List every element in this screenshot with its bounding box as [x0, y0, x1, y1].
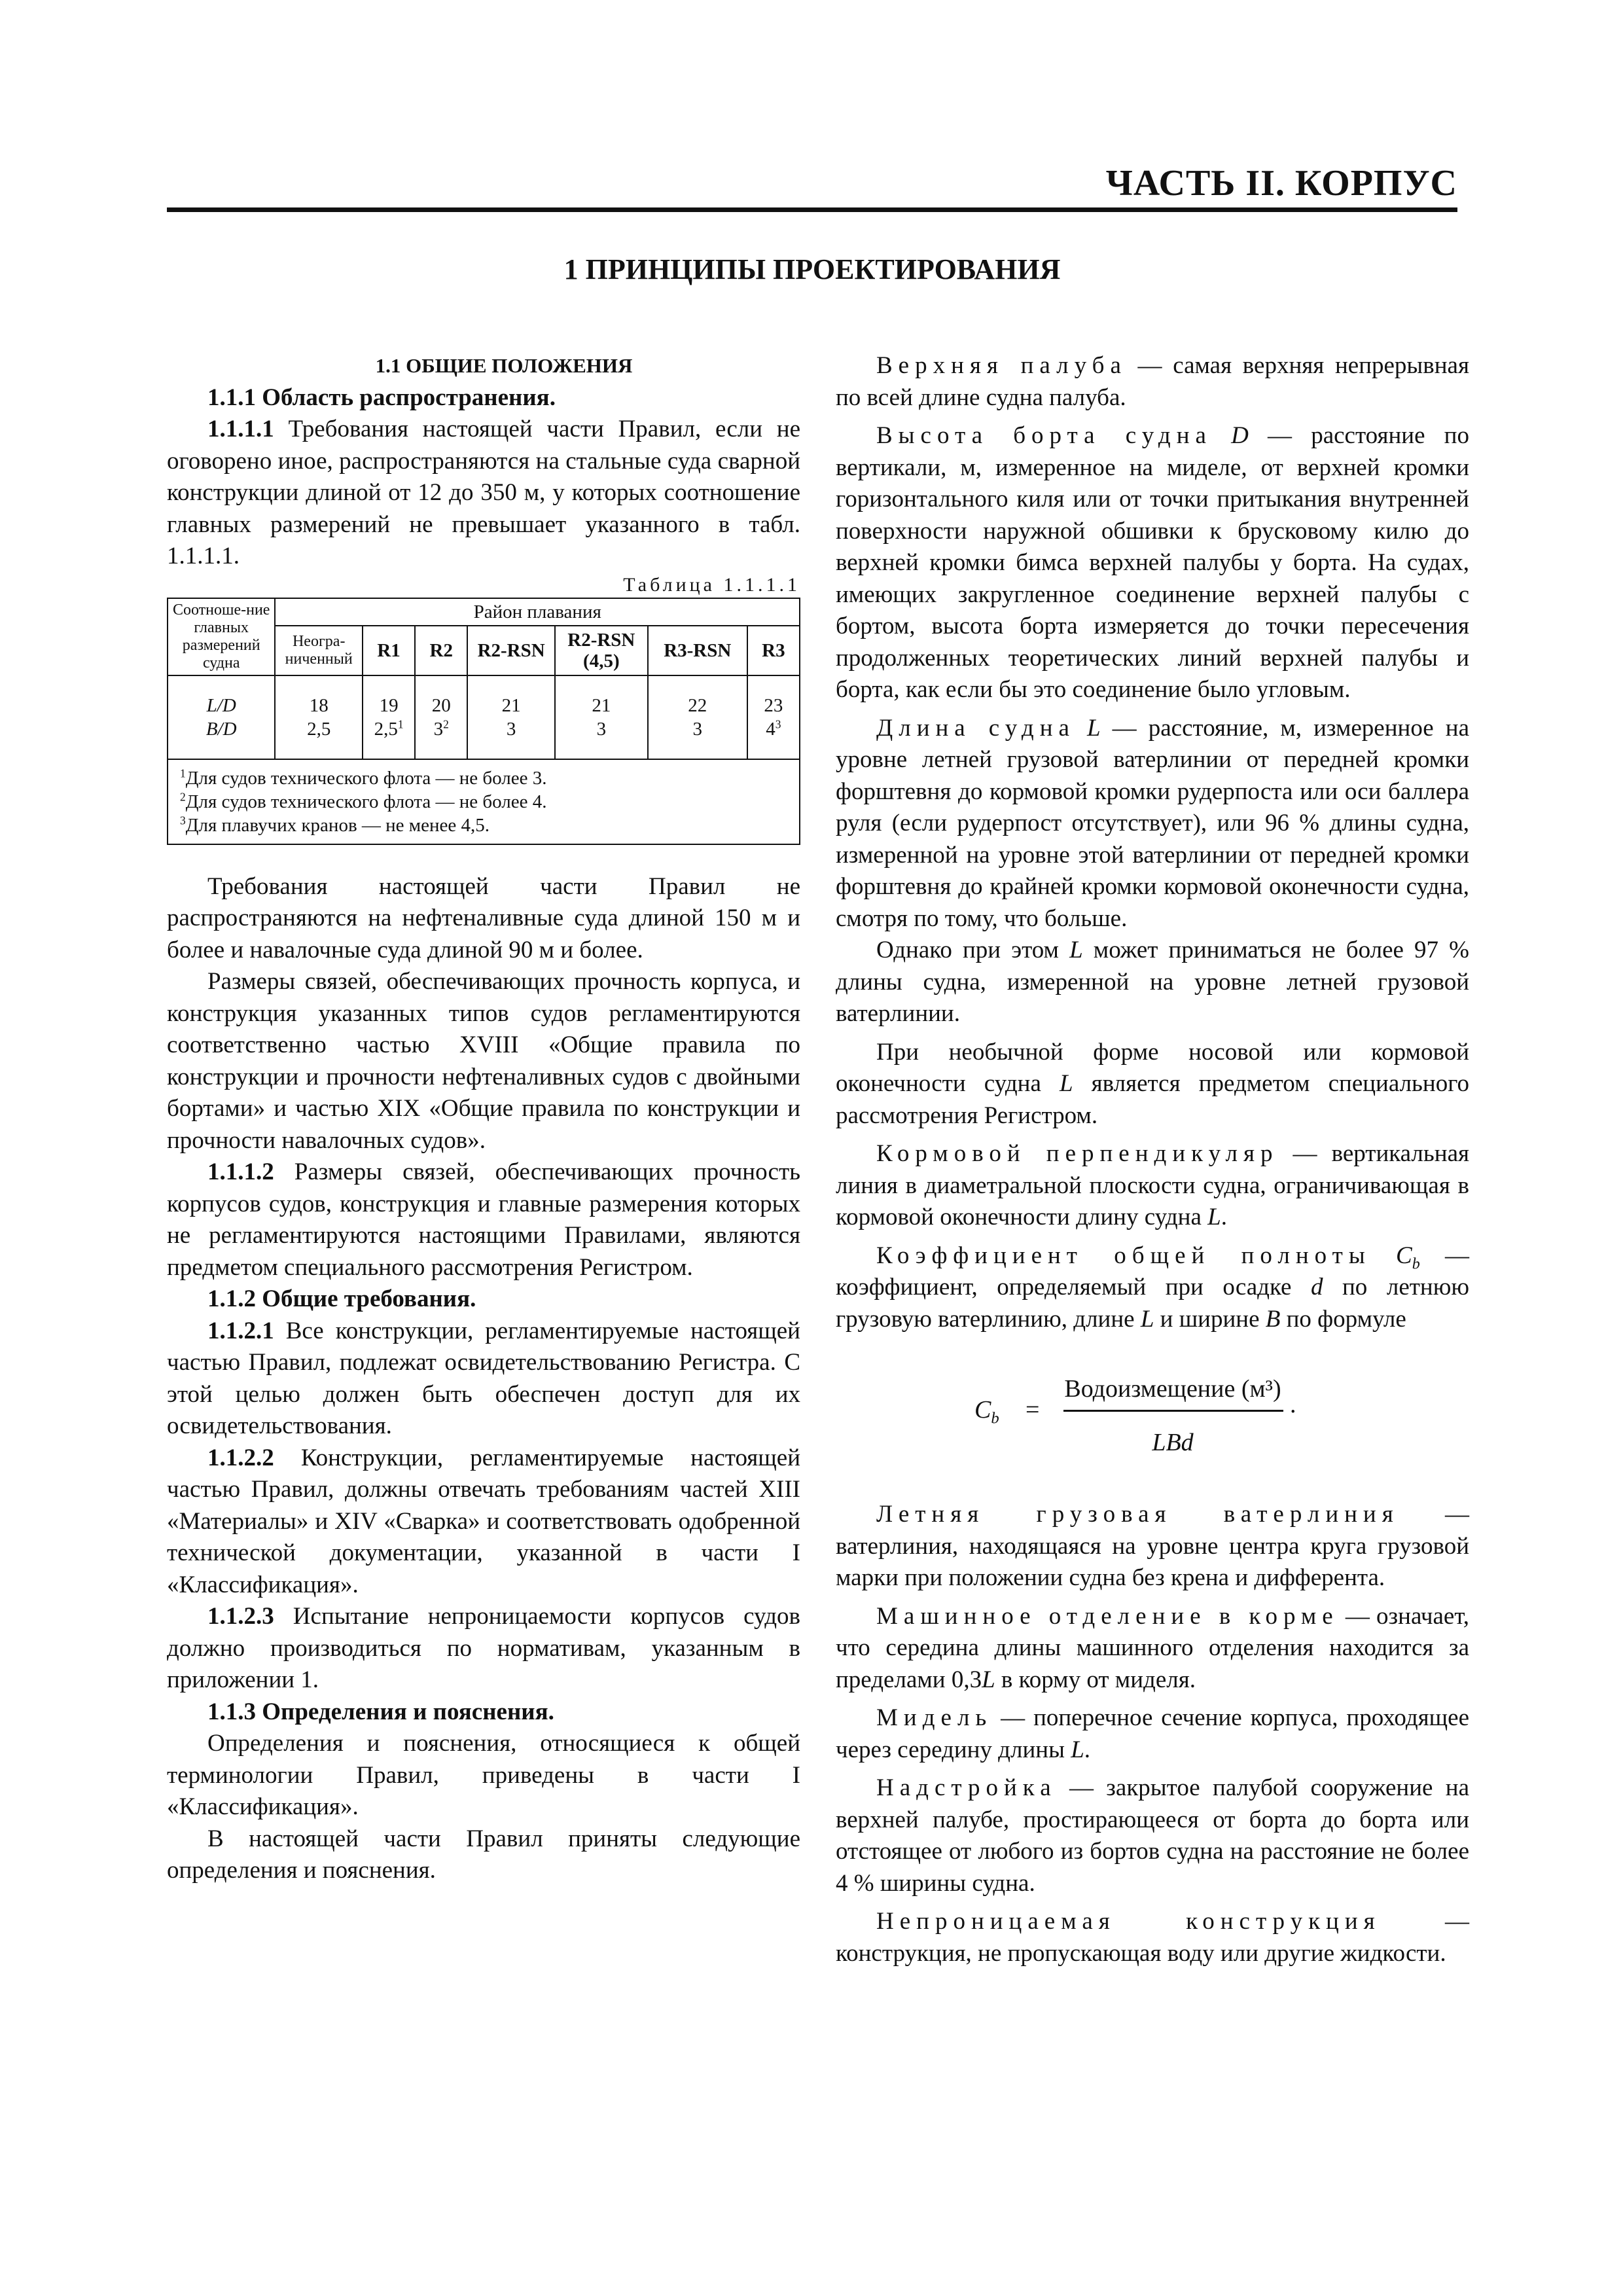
bd-value: 3 — [596, 718, 607, 740]
col-header-r1: R1 — [363, 626, 415, 675]
paragraph-1-1-1-1 — [167, 414, 800, 573]
note-text: Для судов технического флота — не более 3. — [185, 767, 547, 789]
table-note — [180, 790, 787, 814]
bd-value: 3 — [433, 718, 444, 740]
text: При необычной форме носовой или кормовой оконечности судна — [836, 1038, 1469, 1097]
definition-text: — расстояние по вертикали, м, измеренное на миделе, от верхней кромки горизонтального киля или от точки притыкания внутренней поверхности наружной обшивки к брусковому килю до верхней кромки бимса верхней палубы у борта. На судах, имеющих закругленное соединение верхней палубы с бортом, высота борта измеряется до точки пересечения продолженных теоретических линий верхней палубы и борта, как если бы это соединение было угловым. — [836, 422, 1469, 703]
paragraph-definitions-ref: Определения и пояснения, относящиеся к общей терминологии Правил, приведены в части I «Классификация». — [167, 1730, 800, 1820]
paragraph-1-1-2-3 — [167, 1601, 800, 1696]
term: Высота борта судна — [876, 422, 1212, 449]
bd-value: 2,5 — [307, 718, 331, 740]
text: является предметом специального рассмотрения Регистром. — [836, 1070, 1469, 1129]
definition-aft-perpendicular — [836, 1138, 1469, 1234]
ld-value: 22 — [688, 694, 707, 716]
formula-lhs — [974, 1394, 999, 1426]
row-labels-cell — [168, 675, 275, 759]
term: Машинное отделение в корме — [876, 1602, 1339, 1630]
dimension-ratio-table — [167, 598, 800, 845]
definition-text: — закрытое палубой сооружение на верхней палубе, простирающееся от борта до борта или отстоящее от любого из бортов судна на расстояние не более 4 % ширины судна. — [836, 1774, 1469, 1897]
definition-midship — [836, 1702, 1469, 1766]
title-rule — [167, 207, 1457, 212]
text: по летнюю грузовую ватерлинию, длине — [836, 1274, 1469, 1333]
table-note — [180, 766, 787, 790]
bd-value: 3 — [506, 718, 516, 740]
text: . — [1084, 1736, 1091, 1763]
ld-value: 21 — [501, 694, 521, 716]
text: может приниматься не более 97 % длины судна, измеренной на уровне летней грузовой ватерлинии. — [836, 937, 1469, 1027]
definition-superstructure — [836, 1772, 1469, 1899]
definition-block-coefficient — [836, 1240, 1469, 1336]
clause-number: 1.1.1.1 — [207, 416, 274, 442]
table-cell — [415, 675, 467, 759]
row-label-ld: L/D — [206, 694, 236, 716]
footnote-mark: 2 — [443, 717, 449, 730]
symbol: L — [982, 1666, 995, 1693]
paragraph-text: Требования настоящей части Правил, если не оговорено иное, распространяются на стальные суда сварной конструкции длиной от 12 до 350 м, у которых соотношение главных размерений не превышает указанного в табл. 1.1.1.1. — [167, 416, 800, 569]
symbol: L — [1207, 1204, 1221, 1230]
part-title: ЧАСТЬ II. КОРПУС — [1105, 163, 1457, 204]
ld-value: 20 — [431, 694, 451, 716]
note-text: Для плавучих кранов — не менее 4,5. — [185, 814, 490, 836]
definition-text: — конструкция, не пропускающая воду или другие жидкости. — [836, 1908, 1469, 1967]
footnote-mark: 3 — [180, 813, 186, 827]
col-header-r2-rsn-45: R2-RSN (4,5) — [555, 626, 648, 675]
symbol: B — [1265, 1305, 1281, 1333]
formula-denominator: LBd — [1152, 1429, 1194, 1456]
left-column — [167, 350, 800, 1887]
clause-number: 1.1.1.2 — [207, 1158, 274, 1185]
term: Длина судна — [876, 714, 1075, 742]
bd-value: 2,5 — [374, 718, 398, 740]
clause-number: 1.1.2.2 — [207, 1444, 274, 1471]
definition-text: — самая верхняя непрерывная по всей длине судна палуба. — [836, 352, 1469, 411]
sub-heading: 1.1 ОБЩИЕ ПОЛОЖЕНИЯ — [375, 354, 633, 377]
paragraph-1-1-1-2 — [167, 1157, 800, 1283]
definition-summer-waterline — [836, 1499, 1469, 1594]
table-corner-header: Соотноше-ние главных размерений судна — [168, 598, 275, 675]
text: и ширине — [1154, 1305, 1266, 1333]
paragraph-text: Размеры связей, обеспечивающих прочность корпусов судов, конструкция и главные размерения которых не регламентируются настоящими Правилами, являются предметом специального рассмотрения Регистром. — [167, 1158, 800, 1281]
symbol: C — [1396, 1242, 1412, 1269]
paragraph-text: Конструкции, регламентируемые настоящей частью Правил, должны отвечать требованиям частей XIII «Материалы» и XIV «Сварка» и соответствовать одобренной технической документации, указанной в части I «Классификация». — [167, 1444, 800, 1598]
ld-value: 23 — [764, 694, 783, 716]
text: по формуле — [1280, 1305, 1406, 1333]
row-label-bd: B/D — [205, 718, 237, 740]
formula-subscript: b — [991, 1409, 999, 1427]
definition-depth — [836, 420, 1469, 706]
heading-1-1-1: 1.1.1 Область распространения. — [207, 384, 556, 411]
paragraph-text: Все конструкции, регламентируемые настоящей частью Правил, подлежат освидетельствованию Регистра. С этой целью должен быть обеспечен доступ для их освидетельствования. — [167, 1317, 800, 1439]
table-cell — [648, 675, 747, 759]
col-header-r3: R3 — [747, 626, 800, 675]
symbol: L — [1071, 1736, 1084, 1763]
footnote-mark: 1 — [180, 766, 186, 780]
heading-1-1-3: 1.1.3 Определения и пояснения. — [207, 1698, 554, 1725]
col-header-unlimited: Неогра-ниченный — [275, 626, 363, 675]
bd-value: 3 — [692, 718, 703, 740]
table-cell — [363, 675, 415, 759]
symbol: L — [1087, 714, 1101, 742]
definition-text: — расстояние, м, измеренное на уровне летней грузовой ватерлинии от передней кромки форштевня до кормовой кромки рудерпоста или оси баллера руля (если рудерпост отсутствует), или 96 % длины судна, измеренной на уровне этой ватерлинии от передней кромки форштевня до крайней кромки кормовой оконечности судна, смотря по тому, что больше. — [836, 714, 1469, 932]
clause-number: 1.1.2.3 — [207, 1603, 274, 1630]
footnote-mark: 1 — [397, 717, 404, 730]
symbol: L — [1069, 937, 1083, 963]
clause-number: 1.1.2.1 — [207, 1317, 274, 1344]
term: Непроницаемая конструкция — [876, 1908, 1381, 1935]
ld-value: 19 — [379, 694, 399, 716]
text: . — [1221, 1204, 1227, 1230]
symbol: D — [1231, 422, 1249, 449]
symbol: L — [1140, 1305, 1154, 1333]
paragraph-text: Испытание непроницаемости корпусов судов должно производиться по нормативам, указанным в приложении 1. — [167, 1603, 800, 1693]
term: Верхняя палуба — [876, 352, 1127, 379]
term: Надстройка — [876, 1774, 1057, 1801]
table-cell — [555, 675, 648, 759]
right-column — [836, 350, 1469, 1969]
col-header-r3-rsn: R3-RSN — [648, 626, 747, 675]
ld-value: 18 — [309, 694, 329, 716]
paragraph-1-1-2-2 — [167, 1443, 800, 1602]
definition-text: — ватерлиния, находящаяся на уровне центра круга грузовой марки при положении судна без крена и дифферента. — [836, 1501, 1470, 1591]
ld-value: 21 — [592, 694, 611, 716]
definition-length — [836, 713, 1469, 935]
footnote-mark: 3 — [775, 717, 781, 730]
block-coefficient-formula — [836, 1361, 1469, 1473]
note-text: Для судов технического флота — не более 4. — [185, 791, 547, 812]
term: Мидель — [876, 1704, 993, 1731]
table-region-header: Район плавания — [275, 598, 800, 626]
term: Летняя грузовая ватерлиния — [876, 1501, 1399, 1528]
formula-numerator: Водоизмещение (м³) — [1064, 1375, 1281, 1403]
table-cell — [467, 675, 555, 759]
text: Однако при этом — [876, 937, 1070, 963]
definition-machinery-aft — [836, 1601, 1469, 1696]
footnote-mark: 2 — [180, 789, 186, 803]
table-note — [180, 814, 787, 837]
paragraph-1-1-2-1 — [167, 1316, 800, 1443]
paragraph-scope-exclusions: Требования настоящей части Правил не распространяются на нефтеналивные суда длиной 150 м и более и навалочные суда длиной 90 м и более. — [167, 872, 800, 963]
term: Коэффициент общей полноты — [876, 1242, 1371, 1269]
bd-value: 4 — [766, 718, 776, 740]
table-cell — [747, 675, 800, 759]
col-header-r2: R2 — [415, 626, 467, 675]
definition-text: — поперечное сечение корпуса, проходящее через середину длины — [836, 1704, 1469, 1763]
text: — коэффициент, определяемый при осадке — [836, 1242, 1470, 1300]
definition-text: в корму от миделя. — [995, 1666, 1196, 1693]
paragraph-definitions-intro: В настоящей части Правил приняты следующие определения и пояснения. — [167, 1825, 800, 1884]
formula-symbol: C — [974, 1396, 991, 1424]
definition-upper-deck — [836, 350, 1469, 414]
formula-equals: = — [1026, 1396, 1040, 1424]
section-title: 1 ПРИНЦИПЫ ПРОЕКТИРОВАНИЯ — [563, 253, 1061, 285]
definition-text: — вертикальная линия в диаметральной плоскости судна, ограничивающая в кормовой оконечности длину судна — [836, 1140, 1470, 1230]
table-cell — [275, 675, 363, 759]
symbol-subscript: b — [1412, 1255, 1420, 1272]
symbol: d — [1310, 1274, 1323, 1300]
definition-watertight-structure — [836, 1906, 1469, 1969]
paragraph-length-limit — [836, 935, 1469, 1030]
symbol: L — [1059, 1070, 1073, 1097]
paragraph-scantlings: Размеры связей, обеспечивающих прочность корпуса, и конструкция указанных типов судов регламентируются соответственно частью XVIII «Общие правила по конструкции и прочности нефтеналивных судов с двойными бортами» и частью XIX «Общие правила по конструкции и прочности навалочных судов». — [167, 968, 800, 1154]
definition-text: — означает, что середина длины машинного отделения находится за пределами 0,3 — [836, 1602, 1469, 1693]
col-header-r2-rsn: R2-RSN — [467, 626, 555, 675]
fraction-bar — [1063, 1410, 1283, 1412]
paragraph-unusual-form — [836, 1037, 1469, 1132]
term: Кормовой перпендикуляр — [876, 1140, 1279, 1167]
table-notes — [168, 759, 800, 844]
formula-end: . — [1290, 1391, 1296, 1418]
table-caption: Таблица 1.1.1.1 — [623, 573, 800, 596]
heading-1-1-2: 1.1.2 Общие требования. — [207, 1285, 476, 1312]
